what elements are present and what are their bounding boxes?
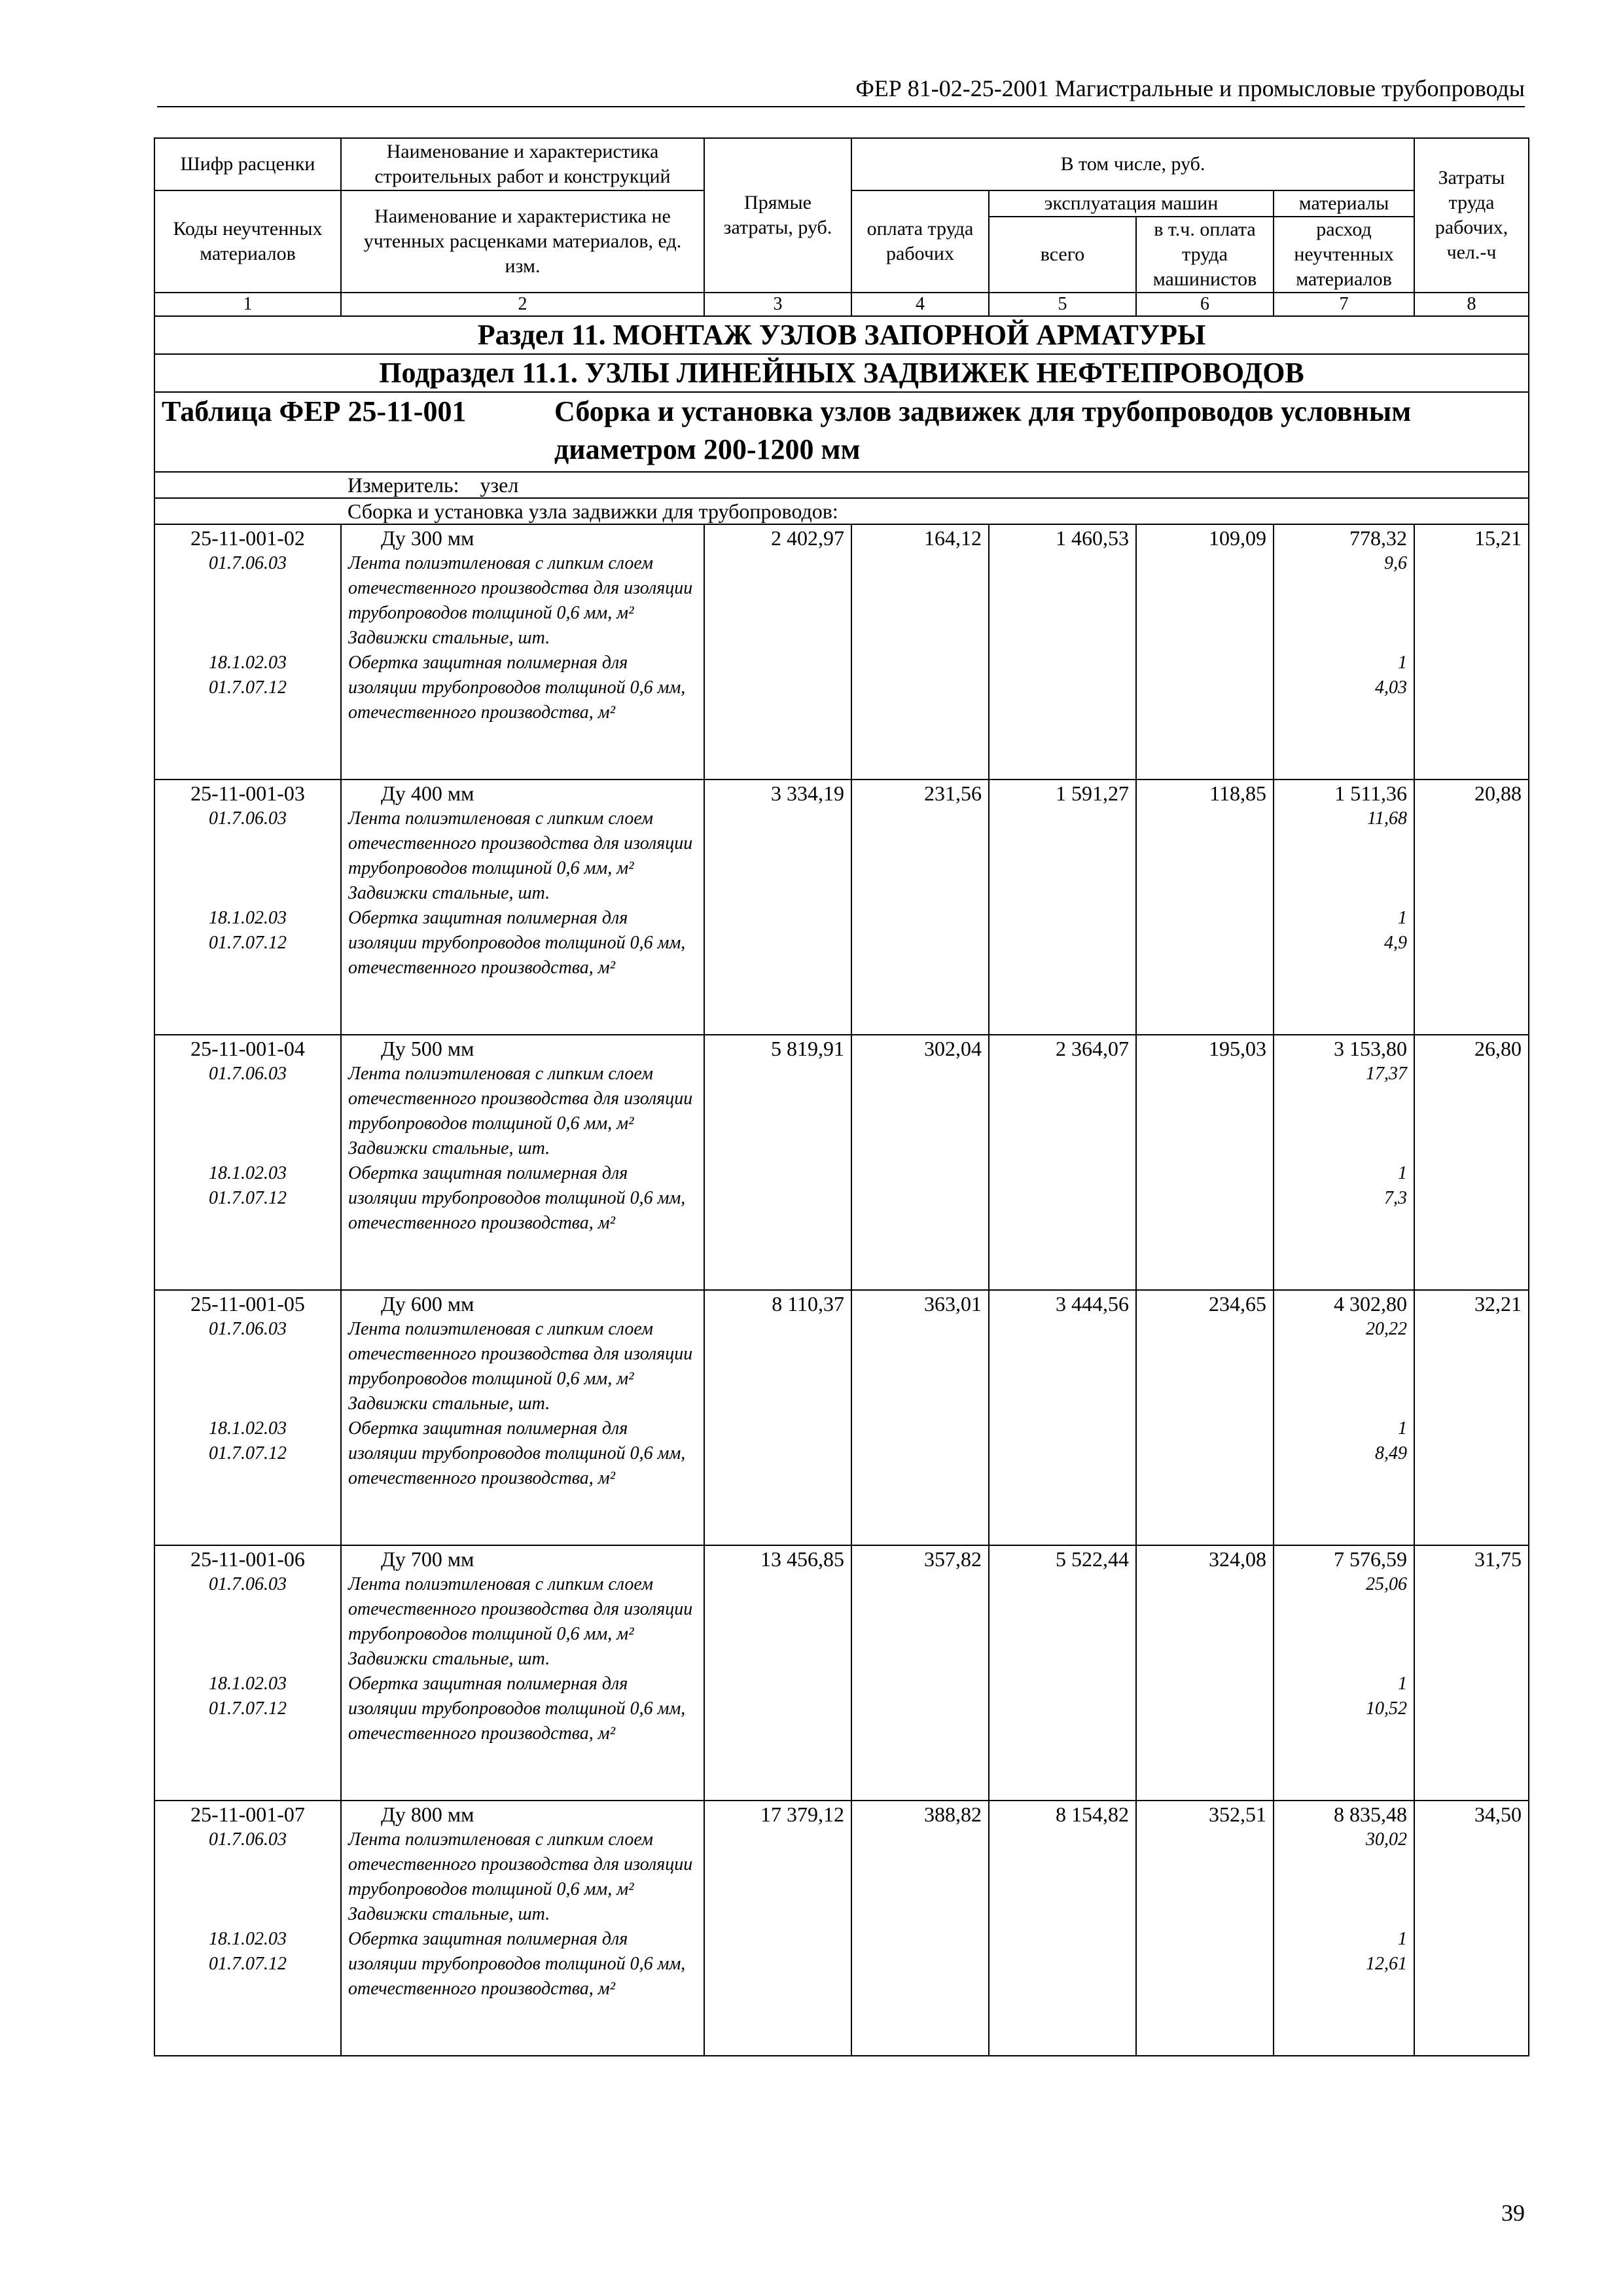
material-code: 01.7.06.03 — [209, 1064, 287, 1084]
pay-value: 363,01 — [851, 1290, 989, 1545]
page-number: 39 — [1501, 2200, 1525, 2226]
material-code: 01.7.06.03 — [209, 1574, 287, 1594]
rate-code: 25-11-001-03 — [190, 781, 305, 805]
materials-cell — [1274, 1545, 1414, 1801]
rate-name: Ду 400 мм — [381, 781, 474, 805]
rate-code-cell — [154, 1035, 341, 1290]
materials-value: 3 153,80 — [1334, 1037, 1408, 1060]
machines-value: 1 460,53 — [989, 524, 1136, 780]
col-num: 2 — [341, 293, 704, 316]
group-title: Сборка и установка узла задвижки для трубопроводов: — [341, 498, 1529, 524]
col-codes-header: Коды неучтенных материалов — [154, 190, 341, 293]
subsection-title: Подраздел 11.1. УЗЛЫ ЛИНЕЙНЫХ ЗАДВИЖЕК НЕФТЕПРОВОДОВ — [154, 354, 1529, 392]
col-machines-header: эксплуатация машин — [989, 190, 1274, 217]
machines-value: 8 154,82 — [989, 1801, 1136, 2056]
labor-value: 26,80 — [1414, 1035, 1529, 1290]
pay-value: 302,04 — [851, 1035, 989, 1290]
material-qty: 1 — [1398, 1674, 1408, 1694]
table-row — [154, 524, 1529, 780]
rate-code-cell — [154, 1290, 341, 1545]
rate-name-cell — [341, 1290, 704, 1545]
rate-code-cell — [154, 780, 341, 1035]
material-name: Лента полиэтиленовая с липким слоем отечественного производства для изоляции трубопроводов толщиной 0,6 мм, м² — [348, 1319, 693, 1389]
table-row — [154, 1801, 1529, 2056]
material-name: Обертка защитная полимерная для изоляции трубопроводов толщиной 0,6 мм, отечественного производства, м² — [348, 1163, 686, 1233]
col-name-header: Наименование и характеристика строительных работ и конструкций — [341, 138, 704, 190]
rate-name: Ду 700 мм — [381, 1547, 474, 1571]
materials-cell — [1274, 1801, 1414, 2056]
material-name: Лента полиэтиленовая с липким слоем отечественного производства для изоляции трубопроводов толщиной 0,6 мм, м² — [348, 1829, 693, 1899]
col-consumption-header: расход неучтенных материалов — [1274, 217, 1414, 293]
blank-cell — [154, 498, 341, 524]
labor-value: 20,88 — [1414, 780, 1529, 1035]
blank-cell — [154, 472, 341, 498]
machinists-value: 118,85 — [1136, 780, 1274, 1035]
material-code: 18.1.02.03 — [209, 908, 287, 928]
table-row — [154, 780, 1529, 1035]
machines-value: 3 444,56 — [989, 1290, 1136, 1545]
materials-value: 8 835,48 — [1334, 1803, 1408, 1826]
rate-name-cell — [341, 1545, 704, 1801]
material-qty: 25,06 — [1366, 1574, 1408, 1594]
table-label: Таблица ФЕР 25-11-001 — [162, 395, 467, 427]
direct-value: 8 110,37 — [704, 1290, 851, 1545]
material-qty: 1 — [1398, 1163, 1408, 1183]
material-code: 01.7.07.12 — [209, 1698, 287, 1719]
material-qty: 10,52 — [1366, 1698, 1408, 1719]
material-code: 01.7.06.03 — [209, 1829, 287, 1850]
col-labor-header: Затраты труда рабочих, чел.-ч — [1414, 138, 1529, 293]
material-qty: 1 — [1398, 908, 1408, 928]
pay-value: 164,12 — [851, 524, 989, 780]
material-code: 01.7.07.12 — [209, 677, 287, 698]
materials-cell — [1274, 780, 1414, 1035]
material-qty: 4,03 — [1375, 677, 1408, 698]
material-code: 01.7.07.12 — [209, 933, 287, 953]
materials-value: 1 511,36 — [1334, 781, 1408, 805]
material-name: Задвижки стальные, шт. — [348, 1904, 550, 1924]
material-name: Лента полиэтиленовая с липким слоем отечественного производства для изоляции трубопроводов толщиной 0,6 мм, м² — [348, 1574, 693, 1644]
measure-value: узел — [480, 473, 519, 497]
material-name: Лента полиэтиленовая с липким слоем отечественного производства для изоляции трубопроводов толщиной 0,6 мм, м² — [348, 1064, 693, 1134]
col-name2-header: Наименование и характеристика не учтенных расценками материалов, ед. изм. — [341, 190, 704, 293]
rate-name: Ду 600 мм — [381, 1292, 474, 1316]
rate-name-cell — [341, 780, 704, 1035]
materials-value: 4 302,80 — [1334, 1292, 1408, 1316]
material-qty: 30,02 — [1366, 1829, 1408, 1850]
direct-value: 13 456,85 — [704, 1545, 851, 1801]
material-qty: 1 — [1398, 1929, 1408, 1949]
rate-code: 25-11-001-04 — [190, 1037, 305, 1060]
material-qty: 20,22 — [1366, 1319, 1408, 1339]
rate-code-cell — [154, 524, 341, 780]
material-qty: 1 — [1398, 1418, 1408, 1439]
material-name: Обертка защитная полимерная для изоляции трубопроводов толщиной 0,6 мм, отечественного производства, м² — [348, 908, 686, 978]
section-title: Раздел 11. МОНТАЖ УЗЛОВ ЗАПОРНОЙ АРМАТУРЫ — [154, 316, 1529, 354]
rate-name: Ду 800 мм — [381, 1803, 474, 1826]
material-code: 01.7.06.03 — [209, 1319, 287, 1339]
material-name: Задвижки стальные, шт. — [348, 1138, 550, 1158]
material-qty: 4,9 — [1384, 933, 1408, 953]
material-code: 01.7.07.12 — [209, 1188, 287, 1208]
measure-label: Измеритель: — [348, 473, 459, 497]
table-row — [154, 1290, 1529, 1545]
materials-value: 778,32 — [1349, 526, 1408, 550]
machinists-value: 324,08 — [1136, 1545, 1274, 1801]
material-name: Задвижки стальные, шт. — [348, 1393, 550, 1414]
machinists-value: 234,65 — [1136, 1290, 1274, 1545]
labor-value: 32,21 — [1414, 1290, 1529, 1545]
pay-value: 231,56 — [851, 780, 989, 1035]
col-num: 8 — [1414, 293, 1529, 316]
materials-cell — [1274, 1290, 1414, 1545]
table-title-text: Сборка и установка узлов задвижек для трубопроводов условным диаметром 200-1200 мм — [554, 395, 1412, 465]
col-num: 6 — [1136, 293, 1274, 316]
material-code: 01.7.07.12 — [209, 1443, 287, 1463]
material-code: 18.1.02.03 — [209, 1674, 287, 1694]
machinists-value: 352,51 — [1136, 1801, 1274, 2056]
rate-code: 25-11-001-07 — [190, 1803, 305, 1826]
col-materials-header: материалы — [1274, 190, 1414, 217]
pay-value: 357,82 — [851, 1545, 989, 1801]
running-header: ФЕР 81-02-25-2001 Магистральные и промысловые трубопроводы — [855, 75, 1525, 101]
material-name: Обертка защитная полимерная для изоляции трубопроводов толщиной 0,6 мм, отечественного производства, м² — [348, 653, 686, 723]
rate-code: 25-11-001-06 — [190, 1547, 305, 1571]
material-code: 18.1.02.03 — [209, 1418, 287, 1439]
col-num: 5 — [989, 293, 1136, 316]
material-name: Лента полиэтиленовая с липким слоем отечественного производства для изоляции трубопроводов толщиной 0,6 мм, м² — [348, 808, 693, 878]
machines-value: 2 364,07 — [989, 1035, 1136, 1290]
header-rule — [157, 106, 1525, 107]
measure-line — [341, 472, 1529, 498]
labor-value: 15,21 — [1414, 524, 1529, 780]
col-machinists-header: в т.ч. оплата труда машинистов — [1136, 217, 1274, 293]
materials-value: 7 576,59 — [1334, 1547, 1408, 1571]
material-code: 18.1.02.03 — [209, 653, 287, 673]
machinists-value: 195,03 — [1136, 1035, 1274, 1290]
materials-cell — [1274, 1035, 1414, 1290]
col-num: 3 — [704, 293, 851, 316]
rate-name-cell — [341, 1801, 704, 2056]
material-code: 01.7.06.03 — [209, 553, 287, 573]
rate-code: 25-11-001-02 — [190, 526, 305, 550]
col-num: 1 — [154, 293, 341, 316]
direct-value: 3 334,19 — [704, 780, 851, 1035]
material-qty: 7,3 — [1384, 1188, 1408, 1208]
material-name: Обертка защитная полимерная для изоляции трубопроводов толщиной 0,6 мм, отечественного производства, м² — [348, 1929, 686, 1999]
machines-value: 1 591,27 — [989, 780, 1136, 1035]
table-row — [154, 1035, 1529, 1290]
material-name: Задвижки стальные, шт. — [348, 628, 550, 648]
rate-name: Ду 500 мм — [381, 1037, 474, 1060]
labor-value: 34,50 — [1414, 1801, 1529, 2056]
material-code: 01.7.07.12 — [209, 1954, 287, 1974]
material-code: 01.7.06.03 — [209, 808, 287, 829]
rates-table — [154, 137, 1529, 2056]
material-qty: 11,68 — [1367, 808, 1408, 829]
table-row — [154, 1545, 1529, 1801]
rate-code-cell — [154, 1545, 341, 1801]
material-qty: 8,49 — [1375, 1443, 1408, 1463]
material-name: Обертка защитная полимерная для изоляции трубопроводов толщиной 0,6 мм, отечественного производства, м² — [348, 1674, 686, 1744]
pay-value: 388,82 — [851, 1801, 989, 2056]
direct-value: 2 402,97 — [704, 524, 851, 780]
machinists-value: 109,09 — [1136, 524, 1274, 780]
col-incl-header: В том числе, руб. — [851, 138, 1414, 190]
material-qty: 9,6 — [1384, 553, 1408, 573]
rate-name-cell — [341, 1035, 704, 1290]
table-title — [154, 392, 1529, 472]
col-cipher-header: Шифр расценки — [154, 138, 341, 190]
material-qty: 1 — [1398, 653, 1408, 673]
material-name: Лента полиэтиленовая с липким слоем отечественного производства для изоляции трубопроводов толщиной 0,6 мм, м² — [348, 553, 693, 623]
material-qty: 12,61 — [1366, 1954, 1408, 1974]
col-num: 4 — [851, 293, 989, 316]
rate-code: 25-11-001-05 — [190, 1292, 305, 1316]
col-num: 7 — [1274, 293, 1414, 316]
material-name: Задвижки стальные, шт. — [348, 1649, 550, 1669]
material-code: 18.1.02.03 — [209, 1929, 287, 1949]
material-name: Задвижки стальные, шт. — [348, 883, 550, 903]
direct-value: 5 819,91 — [704, 1035, 851, 1290]
rate-name-cell — [341, 524, 704, 780]
rate-name: Ду 300 мм — [381, 526, 474, 550]
direct-value: 17 379,12 — [704, 1801, 851, 2056]
labor-value: 31,75 — [1414, 1545, 1529, 1801]
col-direct-header: Прямые затраты, руб. — [704, 138, 851, 293]
col-total-header: всего — [989, 217, 1136, 293]
material-name: Обертка защитная полимерная для изоляции трубопроводов толщиной 0,6 мм, отечественного производства, м² — [348, 1418, 686, 1488]
col-pay-header: оплата труда рабочих — [851, 190, 989, 293]
materials-cell — [1274, 524, 1414, 780]
machines-value: 5 522,44 — [989, 1545, 1136, 1801]
rate-code-cell — [154, 1801, 341, 2056]
material-code: 18.1.02.03 — [209, 1163, 287, 1183]
material-qty: 17,37 — [1366, 1064, 1408, 1084]
